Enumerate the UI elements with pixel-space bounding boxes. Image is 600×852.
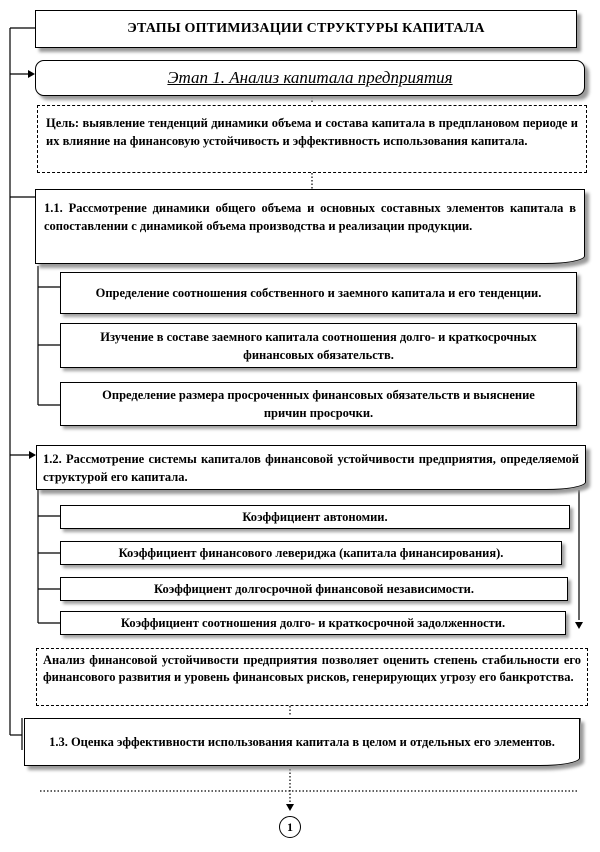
diagram-title-text: ЭТАПЫ ОПТИМИЗАЦИИ СТРУКТУРЫ КАПИТАЛА [127,21,485,36]
step-1-2-text: 1.2. Рассмотрение системы капиталов финансовой устойчивости предприятия, определяемой структурой его капитала. [43,452,579,484]
stage-1-title: Этап 1. Анализ капитала предприятия [167,68,453,87]
step-1-1-item [60,323,577,368]
stage-1-box [35,60,585,96]
step-1-2-item [60,505,570,529]
step-1-3-text: 1.3. Оценка эффективности использования капитала в целом и отдельных его элементов. [49,734,555,749]
step-1-1-box [35,189,585,264]
step-1-1-item [60,382,577,426]
step-1-1-item-text: Определение соотношения собственного и заемного капитала и его тенденции. [95,286,542,300]
step-1-2-item-text: Коэффициент финансового левериджа (капитала финансирования). [118,545,504,560]
step-1-1-item [60,272,577,314]
page-connector [279,816,301,838]
step-1-1-item-text: Определение размера просроченных финансовых обязательств и выяснение причин просрочки. [102,388,535,420]
step-1-2-item-text: Коэффициент соотношения долго- и краткосрочной задолженности. [120,615,506,630]
goal-box [37,105,587,173]
step-1-2-item [60,577,568,601]
diagram-title [35,10,577,48]
goal-text: Цель: выявление тенденций динамики объема и состава капитала в предплановом периоде и их влияние на финансовую устойчивость и эффективность использования капитала. [46,116,578,148]
step-1-2-box [36,445,586,490]
step-1-2-item [60,611,566,635]
step-1-3-box [24,718,580,766]
analysis-note-text: Анализ финансовой устойчивости предприятия позволяет оценить степень стабильности его финансового развития и уровень финансовых рисков, генерирующих угрозу его банкротства. [43,653,581,684]
step-1-2-item-text: Коэффициент долгосрочной финансовой независимости. [154,581,474,596]
step-1-1-item-text: Изучение в составе заемного капитала соотношения долго- и краткосрочных финансовых обязательств. [100,329,537,362]
step-1-2-item-text: Коэффициент автономии. [242,509,388,524]
step-1-1-text: 1.1. Рассмотрение динамики общего объема и основных составных элементов капитала в сопоставлении с динамикой объема производства и реализации продукции. [44,201,576,233]
analysis-note-box [36,648,588,706]
step-1-2-item [60,541,562,565]
page-connector-label: 1 [287,819,293,834]
